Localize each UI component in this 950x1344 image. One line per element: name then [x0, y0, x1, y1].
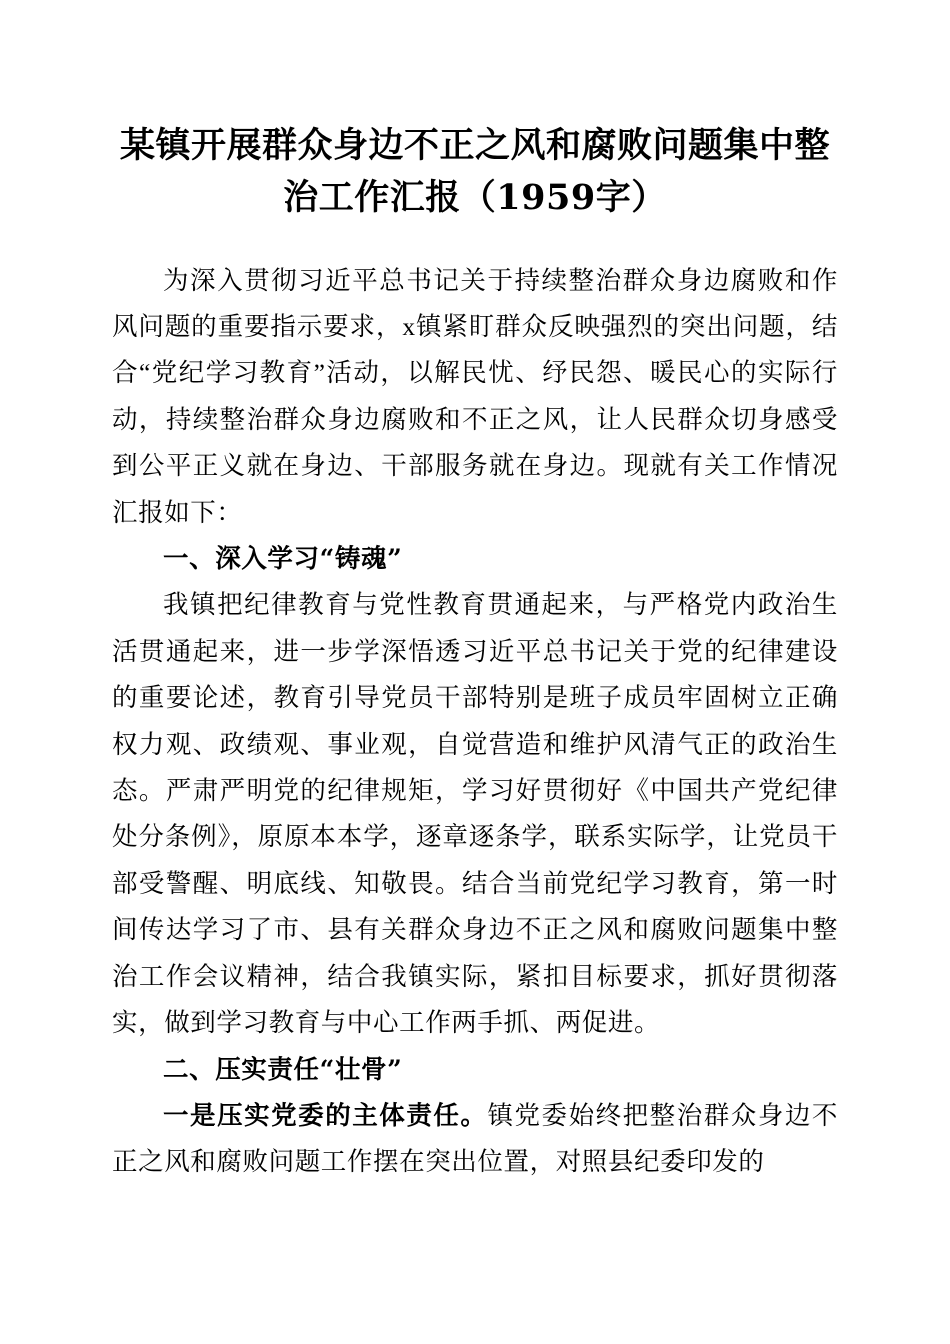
- heading-text: 一、深入学习“铸魂”: [163, 544, 403, 575]
- section-heading-2: [112, 1047, 838, 1093]
- section-heading-1: [112, 536, 838, 582]
- paragraph-section-2: [112, 1093, 838, 1186]
- paragraph-text: 为深入贯彻习近平总书记关于持续整治群众身边腐败和作风问题的重要指示要求，x镇紧盯群众反映强烈的突出问题，结合“党纪学习教育”活动，以解民忧、纾民怨、暖民心的实际行动，持续整治群众身边腐败和不正之风，让人民群众切身感受到公平正义就在身边、干部服务就在身边。现就有关工作情况汇报如下：: [112, 265, 838, 527]
- paragraph-section-1: [112, 582, 838, 1046]
- paragraph-body: 镇党委始终把整治群众身边不正之风和腐败问题工作摆在突出位置，对照县纪委印发的: [112, 1100, 838, 1177]
- page-title: 某镇开展群众身边不正之风和腐败问题集中整治工作汇报（1959字）: [119, 125, 830, 218]
- paragraph-text: 我镇把纪律教育与党性教育贯通起来，与严格党内政治生活贯通起来，进一步学深悟透习近平总书记关于党的纪律建设的重要论述，教育引导党员干部特别是班子成员牢固树立正确权力观、政绩观、事业观，自觉营造和维护风清气正的政治生态。严肃严明党的纪律规矩，学习好贯彻好《中国共产党纪律处分条例》，原原本本学，逐章逐条学，联系实际学，让党员干部受警醒、明底线、知敬畏。结合当前党纪学习教育，第一时间传达学习了市、县有关群众身边不正之风和腐败问题集中整治工作会议精神，结合我镇实际，紧扣目标要求，抓好贯彻落实，做到学习教育与中心工作两手抓、两促进。: [112, 590, 838, 1038]
- paragraph-intro: [112, 258, 838, 536]
- paragraph-text: [112, 1093, 838, 1186]
- heading-text: 二、压实责任“壮骨”: [163, 1054, 403, 1085]
- paragraph-lead: 一是压实党委的主体责任。: [163, 1100, 488, 1131]
